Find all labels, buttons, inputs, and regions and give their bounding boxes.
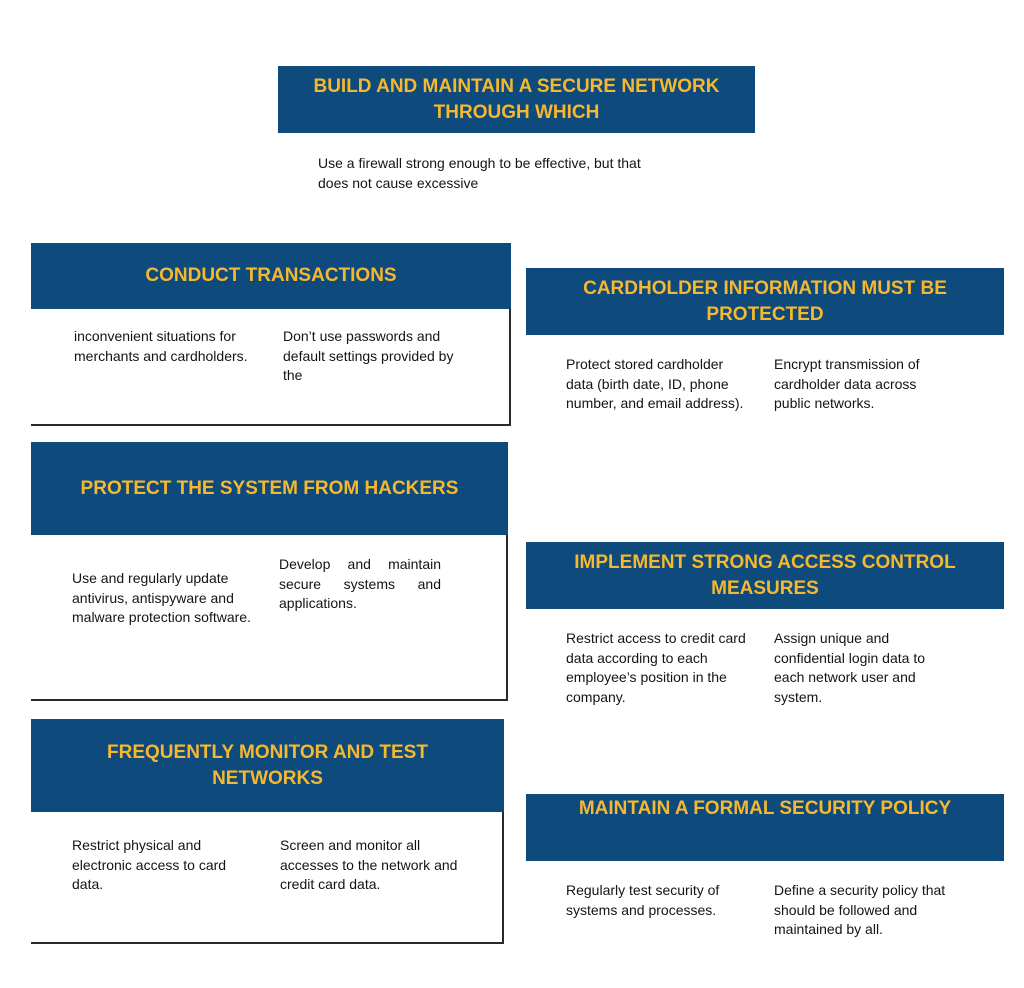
access-banner [526,542,1004,609]
access-right-text: Assign unique and confidential login data to each network user and system. [774,630,925,705]
top-title: BUILD AND MAINTAIN A SECURE NETWORK THROUGH WHICH [313,75,720,123]
cardholder-left-text: Protect stored cardholder data (birth date, ID, phone number, and email address). [566,356,744,411]
policy-title: MAINTAIN A FORMAL SECURITY POLICY [578,798,952,819]
conduct-title: CONDUCT TRANSACTIONS [145,265,397,286]
conduct-banner [31,243,511,309]
cardholder-banner [526,268,1004,335]
conduct-right-text: Don’t use passwords and default settings provided by the [283,328,454,383]
monitor-right-text: Screen and monitor all accesses to the network and credit card data. [280,837,458,892]
access-title: IMPLEMENT STRONG ACCESS CONTROL MEASURES [574,551,956,599]
monitor-title: FREQUENTLY MONITOR AND TEST NETWORKS [107,741,428,789]
monitor-left-text: Restrict physical and electronic access to card data. [72,837,227,892]
policy-banner [526,794,1004,861]
top-text: Use a firewall strong enough to be effective, but that does not cause excessive [318,155,641,191]
top-banner [278,66,755,133]
cardholder-title: CARDHOLDER INFORMATION MUST BE PROTECTED [583,277,947,325]
protect-left-text: Use and regularly update antivirus, antispyware and malware protection software. [72,570,251,625]
monitor-banner [31,719,504,812]
cardholder-right-text: Encrypt transmission of cardholder data across public networks. [774,356,920,411]
conduct-left-text: inconvenient situations for merchants and cardholders. [74,328,248,364]
protect-right-text: Develop and maintain secure systems and applications. [279,556,441,611]
protect-banner [31,442,508,535]
policy-left-text: Regularly test security of systems and processes. [566,882,720,918]
policy-right-text: Define a security policy that should be followed and maintained by all. [774,882,946,937]
access-left-text: Restrict access to credit card data according to each employee’s position in the company. [566,630,746,705]
protect-title: PROTECT THE SYSTEM FROM HACKERS [80,477,459,499]
